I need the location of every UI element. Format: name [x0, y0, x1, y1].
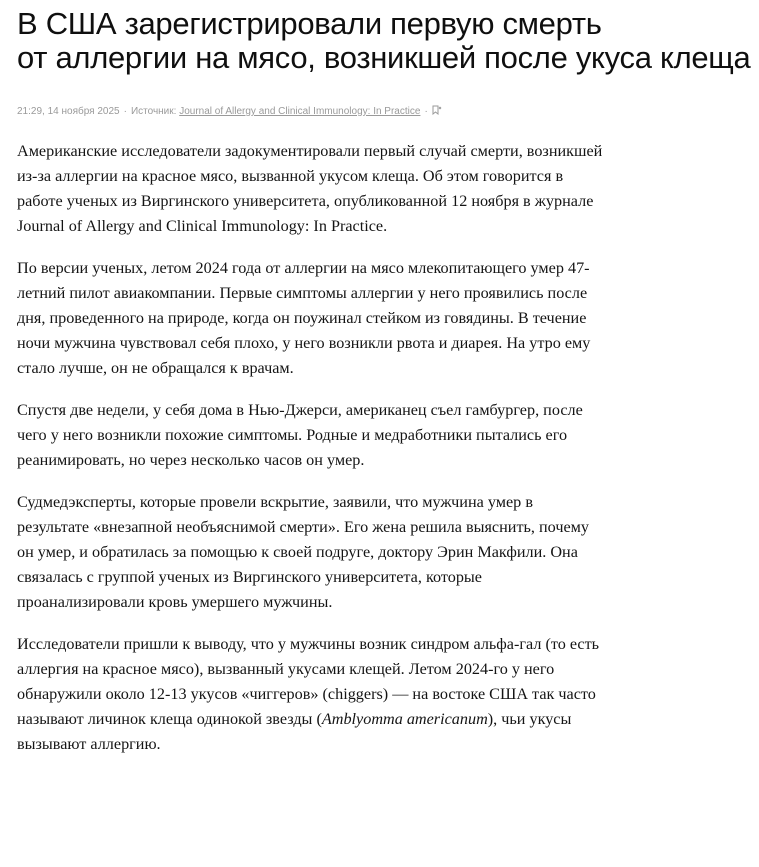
bookmark-icon[interactable]: [432, 105, 441, 114]
article-title: [17, 7, 752, 75]
species-name: Amblyomma americanum: [321, 710, 488, 728]
paragraph-4: Судмедэксперты, которые провели вскрытие, заявили, что мужчина умер в результате «внезапной необъяснимой смерти». Его жена решила выяснить, почему он умер, и обратилась за помощью к своей подруге, доктору Эрин Макфили. Она связалась с группой ученых из Виргинского университета, которые проанализировали кровь умершего мужчины.: [17, 493, 589, 611]
meta-separator: ·: [123, 106, 127, 117]
paragraph-5-end: ), чьи укусы вызывают аллергию.: [17, 710, 572, 753]
paragraph-5-text: Исследователи пришли к выводу, что у мужчины возник синдром альфа-гал (то есть аллергия на красное мясо), вызванный укусами клещей. Летом 2024-го у него обнаружили около 12-13 укусов «чиггеров» (chiggers) — на востоке США так часто называют личинок клеща одинокой звезды (: [17, 635, 600, 728]
title-line-1: В США зарегистрировали первую смерть: [17, 6, 602, 41]
paragraph-1: Американские исследователи задокументировали первый случай смерти, возникшей из-за аллергии на красное мясо, вызванной укусом клеща. Об этом говорится в работе ученых из Виргинского университета, опубликованной 12 ноября в журнале Journal of Allergy and Clinical Immunology: In Practice.: [17, 142, 603, 235]
article: [17, 0, 752, 774]
paragraph-2: По версии ученых, летом 2024 года от аллергии на мясо млекопитающего умер 47-летний пилот авиакомпании. Первые симптомы аллергии у него проявились после дня, проведенного на природе, когда он поужинал стейком из говядины. В течение ночи мужчина чувствовал себя плохо, у него возникли рвота и диарея. На утро ему стало лучше, он не обращался к врачам.: [17, 259, 591, 377]
paragraph-3: Спустя две недели, у себя дома в Нью-Джерси, американец съел гамбургер, после чего у него возникли похожие симптомы. Родные и медработники пытались его реанимировать, но через несколько часов он умер.: [17, 401, 583, 469]
title-line-2: от аллергии на мясо, возникшей после укуса клеща: [17, 40, 751, 75]
article-body: [17, 139, 607, 757]
article-meta: [17, 105, 752, 119]
publish-datetime: 21:29, 14 ноября 2025: [17, 106, 120, 117]
source-link[interactable]: Journal of Allergy and Clinical Immunology: In Practice: [179, 106, 421, 117]
paragraph-5: [17, 632, 607, 757]
meta-separator: ·: [424, 106, 428, 117]
source-label: Источник:: [130, 106, 177, 117]
